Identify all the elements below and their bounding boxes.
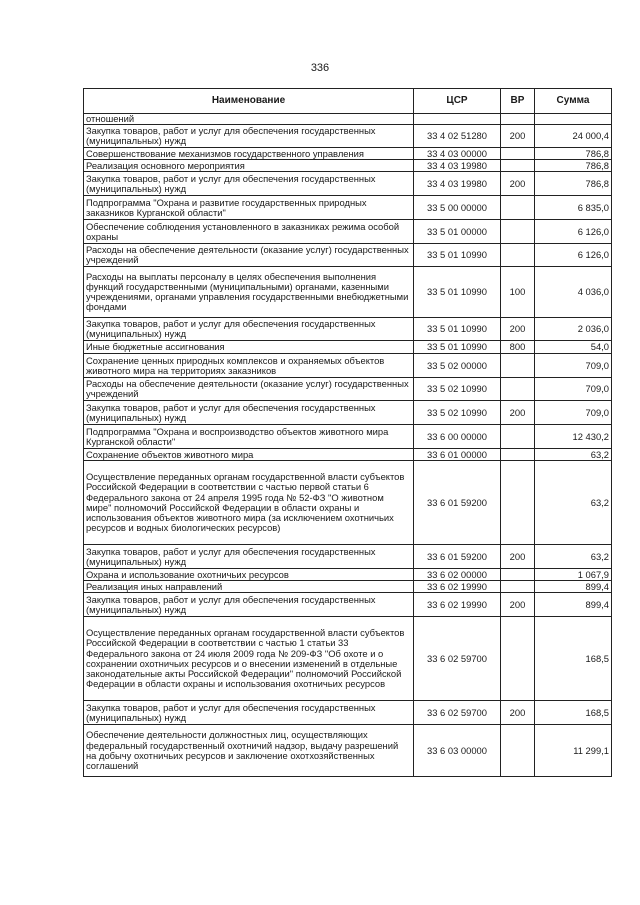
row-vr-cell xyxy=(501,196,535,220)
row-csr-cell: 33 5 01 10990 xyxy=(414,267,501,318)
row-csr-cell: 33 5 00 00000 xyxy=(414,196,501,220)
row-name-cell: Закупка товаров, работ и услуг для обеспечения государственных (муниципальных) нужд xyxy=(84,318,414,341)
row-name-cell: Закупка товаров, работ и услуг для обеспечения государственных (муниципальных) нужд xyxy=(84,701,414,725)
row-name-cell: Закупка товаров, работ и услуг для обеспечения государственных (муниципальных) нужд xyxy=(84,172,414,196)
row-csr-cell: 33 5 01 10990 xyxy=(414,318,501,341)
row-sum-cell: 6 126,0 xyxy=(535,220,612,244)
row-sum-cell: 2 036,0 xyxy=(535,318,612,341)
row-csr-cell: 33 4 03 19980 xyxy=(414,172,501,196)
header-sum: Сумма xyxy=(535,89,612,114)
row-sum-cell: 709,0 xyxy=(535,401,612,425)
table-row xyxy=(84,160,612,172)
row-sum-cell: 6 126,0 xyxy=(535,244,612,267)
row-sum-cell: 4 036,0 xyxy=(535,267,612,318)
row-csr-cell: 33 6 02 19990 xyxy=(414,593,501,617)
table-row xyxy=(84,569,612,581)
row-vr-cell xyxy=(501,244,535,267)
header-csr: ЦСР xyxy=(414,89,501,114)
row-vr-cell xyxy=(501,617,535,701)
row-sum-cell: 1 067,9 xyxy=(535,569,612,581)
table-body xyxy=(84,114,612,777)
row-csr-cell xyxy=(414,114,501,125)
row-vr-cell: 200 xyxy=(501,401,535,425)
row-name-cell: Расходы на обеспечение деятельности (оказание услуг) государственных учреждений xyxy=(84,378,414,401)
row-sum-cell: 786,8 xyxy=(535,160,612,172)
row-name-cell: Расходы на выплаты персоналу в целях обеспечения выполнения функций государственными (муниципальными) органами, казенными учреждениями, органами управления государственными внебюджетными фондами xyxy=(84,267,414,318)
row-vr-cell xyxy=(501,378,535,401)
row-csr-cell: 33 5 01 10990 xyxy=(414,341,501,354)
table-row xyxy=(84,701,612,725)
table-row xyxy=(84,172,612,196)
row-vr-cell xyxy=(501,461,535,545)
row-sum-cell: 786,8 xyxy=(535,148,612,160)
row-sum-cell: 63,2 xyxy=(535,449,612,461)
row-csr-cell: 33 6 00 00000 xyxy=(414,425,501,449)
row-sum-cell: 54,0 xyxy=(535,341,612,354)
row-sum-cell: 899,4 xyxy=(535,581,612,593)
row-csr-cell: 33 5 02 00000 xyxy=(414,354,501,378)
row-csr-cell: 33 4 03 19980 xyxy=(414,160,501,172)
row-name-cell: Сохранение объектов животного мира xyxy=(84,449,414,461)
row-csr-cell: 33 6 01 59200 xyxy=(414,545,501,569)
table-row xyxy=(84,244,612,267)
row-name-cell: Закупка товаров, работ и услуг для обеспечения государственных (муниципальных) нужд xyxy=(84,593,414,617)
row-vr-cell xyxy=(501,114,535,125)
row-sum-cell: 6 835,0 xyxy=(535,196,612,220)
row-sum-cell: 12 430,2 xyxy=(535,425,612,449)
row-vr-cell xyxy=(501,425,535,449)
table-header-row xyxy=(84,89,612,114)
row-name-cell: Обеспечение деятельности должностных лиц, осуществляющих федеральный государственный охотничий надзор, выдачу разрешений на добычу охотничьих ресурсов и заключение охотхозяйственных соглашений xyxy=(84,725,414,777)
table-row xyxy=(84,725,612,777)
table-row xyxy=(84,378,612,401)
table-row xyxy=(84,461,612,545)
row-csr-cell: 33 5 02 10990 xyxy=(414,378,501,401)
table-row xyxy=(84,545,612,569)
row-vr-cell xyxy=(501,220,535,244)
row-csr-cell: 33 6 02 00000 xyxy=(414,569,501,581)
row-name-cell: Закупка товаров, работ и услуг для обеспечения государственных (муниципальных) нужд xyxy=(84,401,414,425)
row-vr-cell xyxy=(501,354,535,378)
table-row xyxy=(84,318,612,341)
row-csr-cell: 33 5 02 10990 xyxy=(414,401,501,425)
table-row xyxy=(84,425,612,449)
row-sum-cell: 11 299,1 xyxy=(535,725,612,777)
row-vr-cell: 200 xyxy=(501,701,535,725)
page-number: 336 xyxy=(310,62,330,74)
row-csr-cell: 33 6 01 00000 xyxy=(414,449,501,461)
row-vr-cell: 800 xyxy=(501,341,535,354)
table-row xyxy=(84,449,612,461)
table-row xyxy=(84,354,612,378)
row-vr-cell xyxy=(501,725,535,777)
table-row xyxy=(84,125,612,148)
table-row xyxy=(84,341,612,354)
row-csr-cell: 33 6 01 59200 xyxy=(414,461,501,545)
table-row xyxy=(84,114,612,125)
table-row xyxy=(84,401,612,425)
table-row xyxy=(84,617,612,701)
row-name-cell: Охрана и использование охотничьих ресурсов xyxy=(84,569,414,581)
row-name-cell: Реализация иных направлений xyxy=(84,581,414,593)
row-sum-cell: 63,2 xyxy=(535,545,612,569)
table-row xyxy=(84,220,612,244)
table-row xyxy=(84,593,612,617)
row-sum-cell: 709,0 xyxy=(535,354,612,378)
row-sum-cell: 899,4 xyxy=(535,593,612,617)
row-vr-cell: 200 xyxy=(501,545,535,569)
row-sum-cell xyxy=(535,114,612,125)
row-sum-cell: 24 000,4 xyxy=(535,125,612,148)
row-name-cell: Совершенствование механизмов государственного управления xyxy=(84,148,414,160)
row-csr-cell: 33 6 03 00000 xyxy=(414,725,501,777)
row-vr-cell: 200 xyxy=(501,593,535,617)
row-sum-cell: 168,5 xyxy=(535,701,612,725)
row-vr-cell xyxy=(501,160,535,172)
table-row xyxy=(84,267,612,318)
header-vr: ВР xyxy=(501,89,535,114)
row-vr-cell xyxy=(501,148,535,160)
row-sum-cell: 786,8 xyxy=(535,172,612,196)
row-name-cell: Расходы на обеспечение деятельности (оказание услуг) государственных учреждений xyxy=(84,244,414,267)
row-name-cell: Закупка товаров, работ и услуг для обеспечения государственных (муниципальных) нужд xyxy=(84,125,414,148)
row-vr-cell: 100 xyxy=(501,267,535,318)
row-name-cell: отношений xyxy=(84,114,414,125)
row-name-cell: Обеспечение соблюдения установленного в заказниках режима особой охраны xyxy=(84,220,414,244)
row-csr-cell: 33 4 03 00000 xyxy=(414,148,501,160)
row-vr-cell: 200 xyxy=(501,125,535,148)
row-csr-cell: 33 4 02 51280 xyxy=(414,125,501,148)
header-name: Наименование xyxy=(84,89,414,114)
row-name-cell: Иные бюджетные ассигнования xyxy=(84,341,414,354)
row-name-cell: Подпрограмма "Охрана и воспроизводство объектов животного мира Курганской области" xyxy=(84,425,414,449)
row-vr-cell xyxy=(501,581,535,593)
row-vr-cell: 200 xyxy=(501,172,535,196)
row-sum-cell: 63,2 xyxy=(535,461,612,545)
table-row xyxy=(84,196,612,220)
row-vr-cell xyxy=(501,449,535,461)
row-sum-cell: 709,0 xyxy=(535,378,612,401)
row-name-cell: Подпрограмма "Охрана и развитие государственных природных заказников Курганской области" xyxy=(84,196,414,220)
row-name-cell: Реализация основного мероприятия xyxy=(84,160,414,172)
row-csr-cell: 33 6 02 59700 xyxy=(414,617,501,701)
row-vr-cell: 200 xyxy=(501,318,535,341)
row-csr-cell: 33 6 02 19990 xyxy=(414,581,501,593)
budget-table xyxy=(83,88,612,777)
row-csr-cell: 33 5 01 10990 xyxy=(414,244,501,267)
row-name-cell: Сохранение ценных природных комплексов и охраняемых объектов животного мира на территориях заказников xyxy=(84,354,414,378)
row-csr-cell: 33 6 02 59700 xyxy=(414,701,501,725)
row-vr-cell xyxy=(501,569,535,581)
row-name-cell: Осуществление переданных органам государственной власти субъектов Российской Федерации в соответствии с частью первой статьи 6 Федерального закона от 24 апреля 1995 года № 52-ФЗ "О животном мире" полномочий Российской Федерации в области охраны и использования объектов животного мира (за исключением охотничьих ресурсов и водных биологических ресурсов) xyxy=(84,461,414,545)
table-row xyxy=(84,581,612,593)
row-sum-cell: 168,5 xyxy=(535,617,612,701)
row-name-cell: Закупка товаров, работ и услуг для обеспечения государственных (муниципальных) нужд xyxy=(84,545,414,569)
row-csr-cell: 33 5 01 00000 xyxy=(414,220,501,244)
row-name-cell: Осуществление переданных органам государственной власти субъектов Российской Федерации в соответствии с частью 1 статьи 33 Федерального закона от 24 июля 2009 года № 209-ФЗ "Об охоте и о сохранении охотничьих ресурсов и о внесении изменений в отдельные законодательные акты Российской Федерации" полномочий Российской Федерации в области охраны и использования охотничьих ресурсов xyxy=(84,617,414,701)
table-row xyxy=(84,148,612,160)
